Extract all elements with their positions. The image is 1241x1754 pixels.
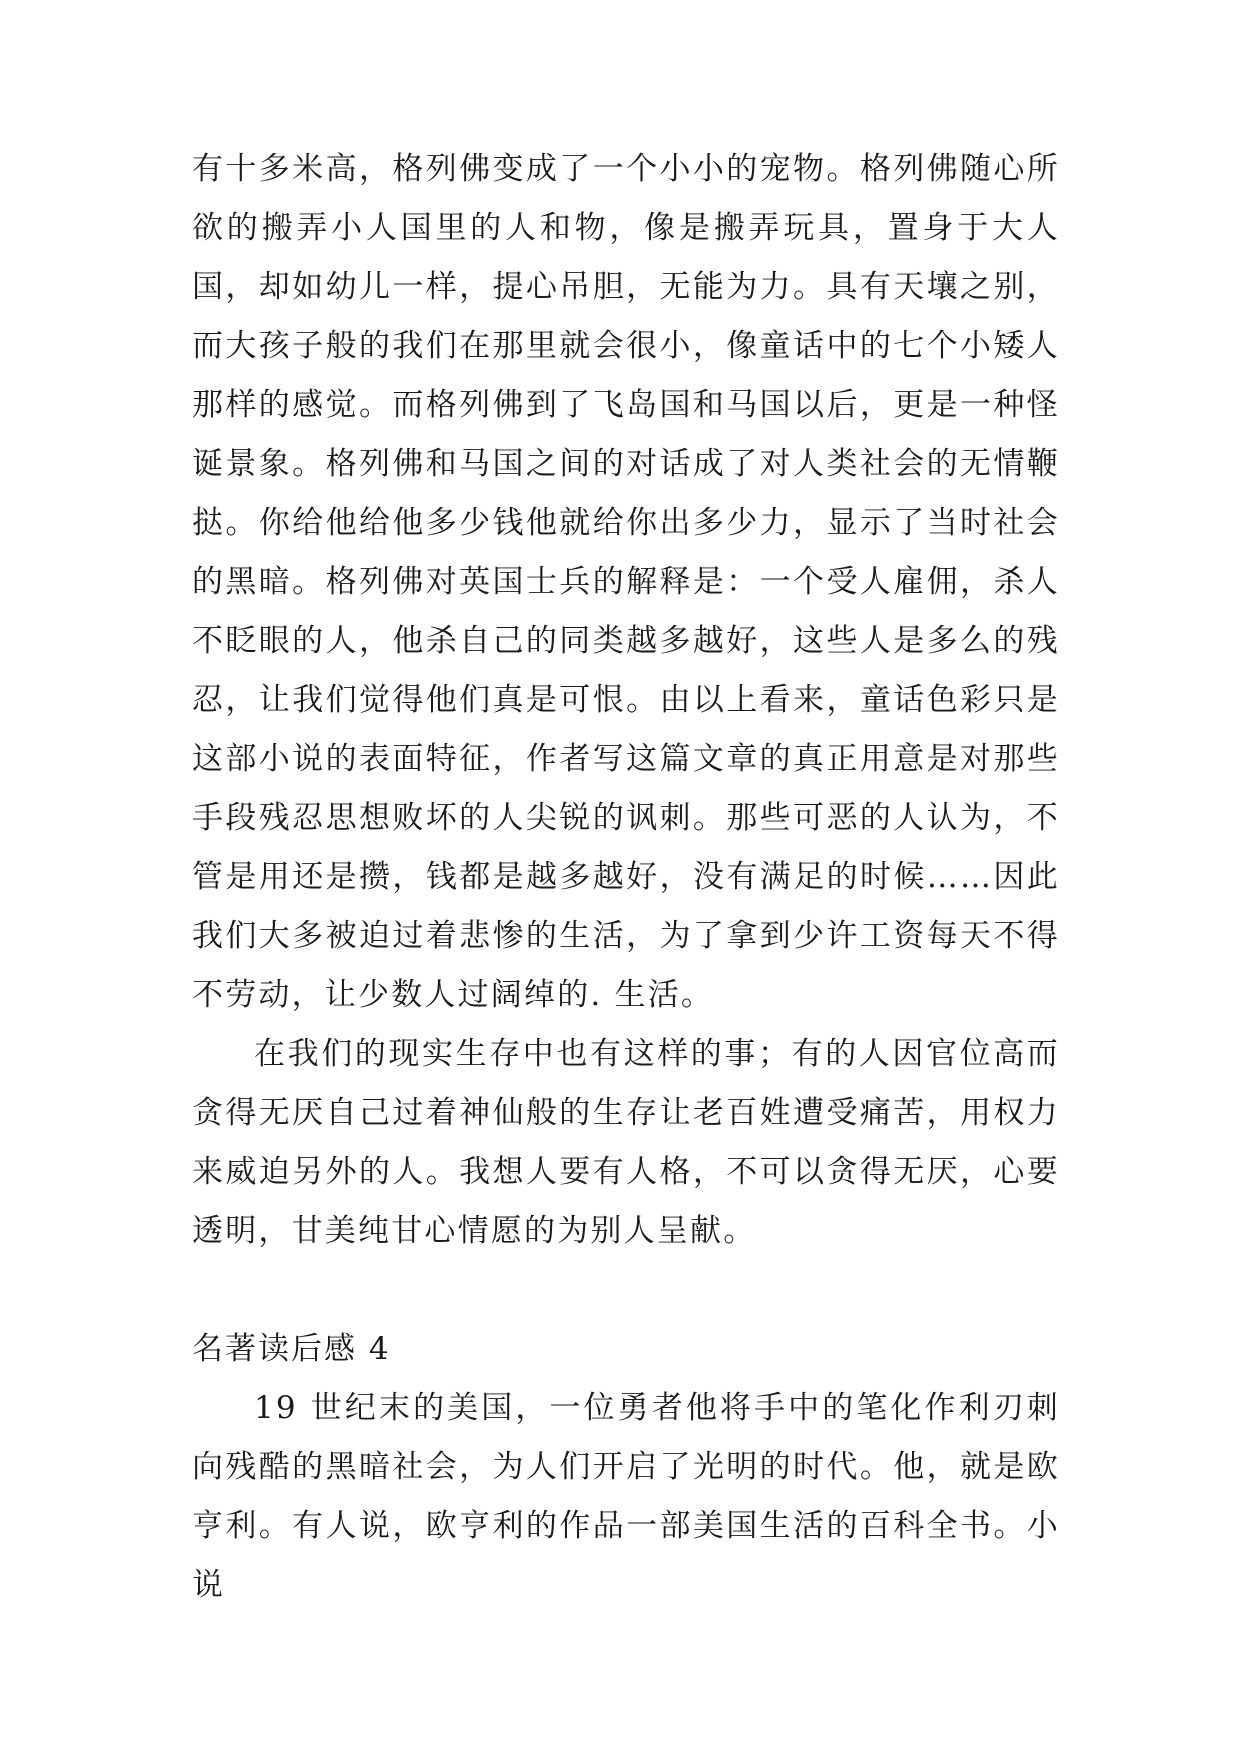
body-paragraph-continued: 有十多米高，格列佛变成了一个小小的宠物。格列佛随心所欲的搬弄小人国里的人和物，像是搬弄玩具，置身于大人国，却如幼儿一样，提心吊胆，无能为力。具有天壤之别，而大孩子般的我们在那里就会很小，像童话中的七个小矮人那样的感觉。而格列佛到了飞岛国和马国以后，更是一种怪诞景象。格列佛和马国之间的对话成了对人类社会的无情鞭挞。你给他给他多少钱他就给你出多少力，显示了当时社会的黑暗。格列佛对英国士兵的解释是：一个受人雇佣，杀人不眨眼的人，他杀自己的同类越多越好，这些人是多么的残忍，让我们觉得他们真是可恨。由以上看来，童话色彩只是这部小说的表面特征，作者写这篇文章的真正用意是对那些手段残忍思想败坏的人尖锐的讽刺。那些可恶的人认为，不管是用还是攒，钱都是越多越好，没有满足的时候……因此我们大多被迫过着悲惨的生活，为了拿到少许工资每天不得不劳动，让少数人过阔绰的. 生活。: [192, 151, 1060, 1013]
body-paragraph: 在我们的现实生存中也有这样的事；有的人因官位高而贪得无厌自己过着神仙般的生存让老百姓遭受痛苦，用权力来威迫另外的人。我想人要有人格，不可以贪得无厌，心要透明，甘美纯甘心情愿的为别人呈献。: [192, 1036, 1060, 1249]
document-page: [192, 140, 1060, 1615]
body-paragraph: 19 世纪末的美国，一位勇者他将手中的笔化作利刃刺向残酷的黑暗社会，为人们开启了光明的时代。他，就是欧亨利。有人说，欧亨利的作品一部美国生活的百科全书。小说: [192, 1390, 1060, 1603]
section-heading: 名著读后感 4: [192, 1331, 391, 1367]
